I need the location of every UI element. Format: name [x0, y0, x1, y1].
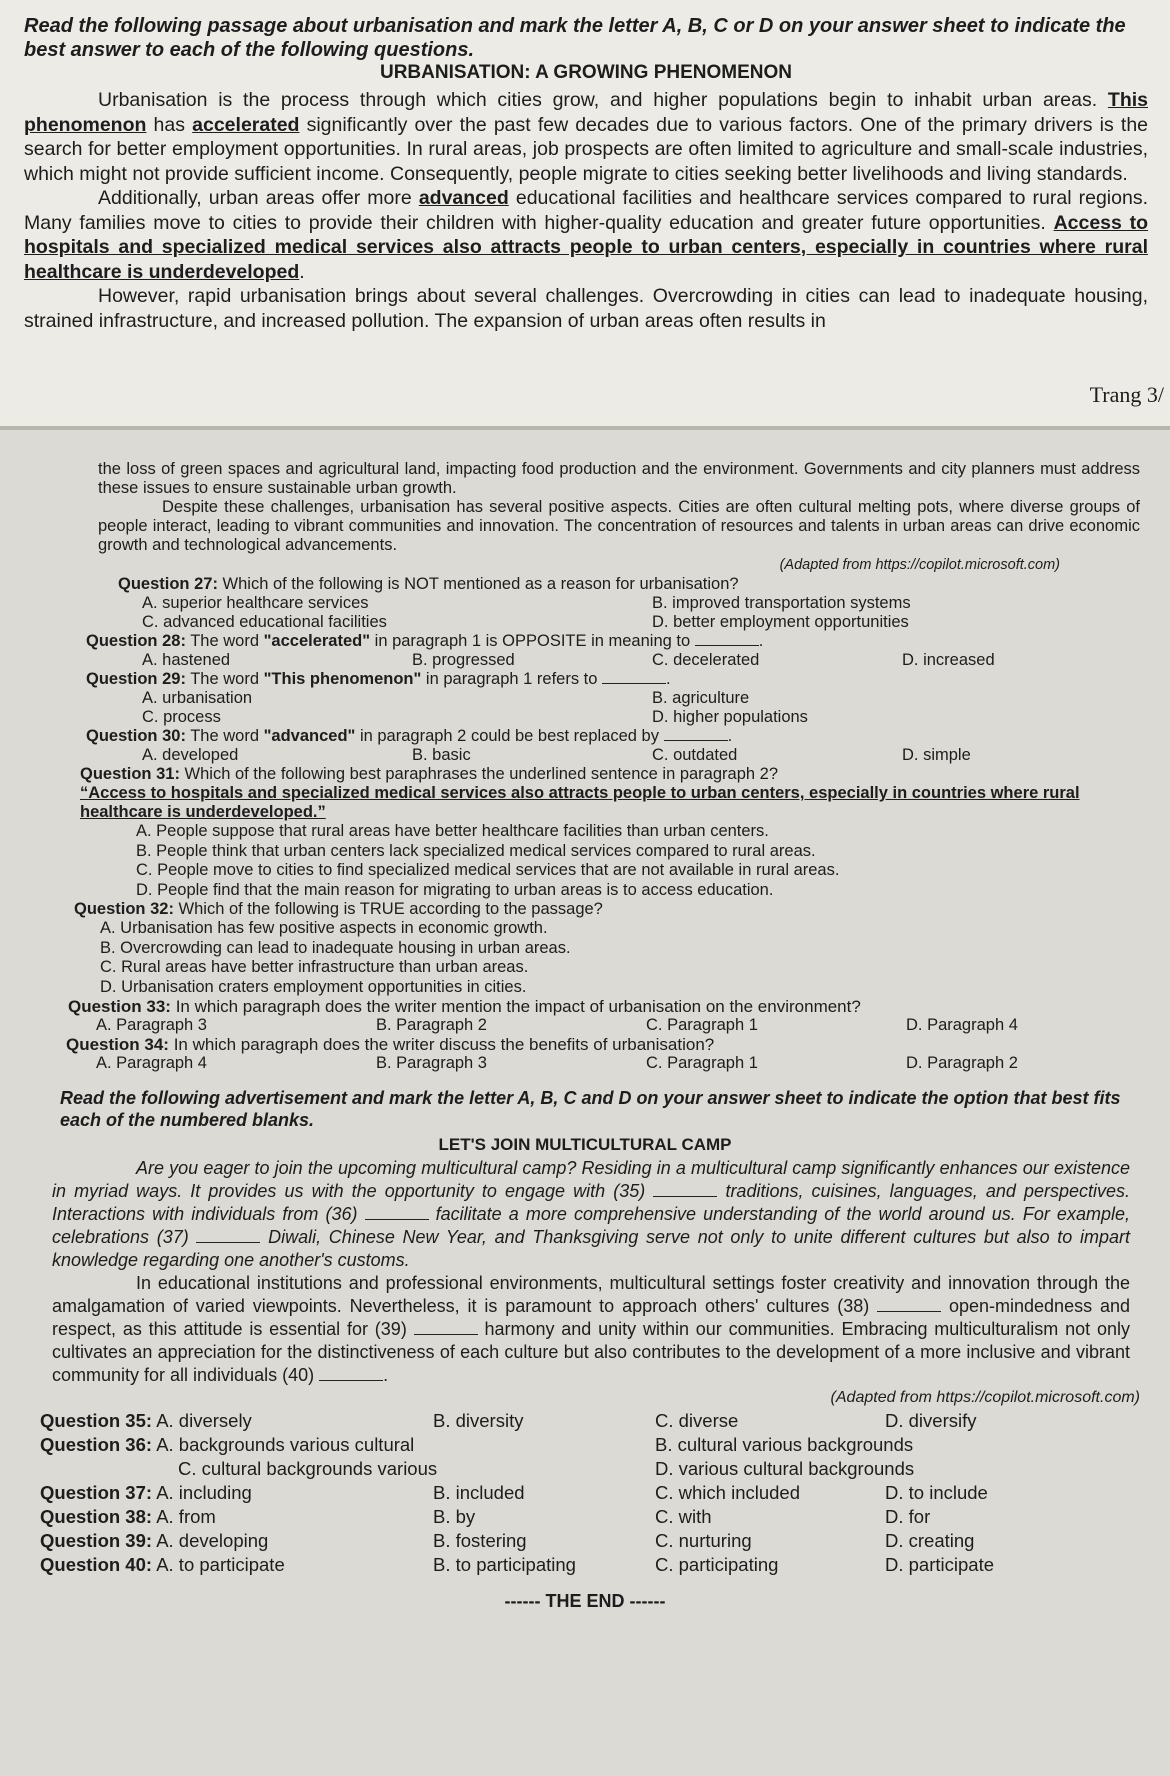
option[interactable]: B. to participating: [433, 1554, 576, 1575]
question-28: Question 28: The word "accelerated" in paragraph 1 is OPPOSITE in meaning to .: [86, 632, 764, 650]
question-33: Question 33: In which paragraph does the writer mention the impact of urbanisation on the environment?: [68, 997, 861, 1016]
page-top: [0, 0, 1170, 430]
option[interactable]: B. included: [433, 1482, 525, 1503]
question-36: Question 36: A. backgrounds various cultural B. cultural various backgrounds: [40, 1433, 1140, 1457]
question-30: Question 30: The word "advanced" in paragraph 2 could be best replaced by .: [86, 727, 733, 745]
option[interactable]: A. urbanisation: [142, 689, 253, 707]
option[interactable]: D. Urbanisation craters employment opportunities in cities.: [100, 977, 527, 996]
paragraph-1: Urbanisation is the process through which cities grow, and higher populations begin to inhabit urban areas. This phenomenon has accelerated significantly over the past few decades due to various factors. One of the primary drivers is the search for better employment opportunities. In rural areas, job prospects are often limited to agriculture and small-scale industries, which might not provide sufficient income. Consequently, people migrate to cities seeking better livelihoods and living standards.: [24, 89, 1149, 185]
option[interactable]: A. hastened: [142, 651, 231, 669]
option[interactable]: B. Overcrowding can lead to inadequate housing in urban areas.: [100, 938, 571, 957]
reading-instruction: Read the following passage about urbanisation and mark the letter A, B, C or D on your answer sheet to indicate the best answer to each of the following questions.: [24, 15, 1126, 61]
option[interactable]: C. participating: [655, 1554, 779, 1575]
option[interactable]: D. diversify: [885, 1410, 977, 1431]
question-29: Question 29: The word "This phenomenon" in paragraph 1 refers to .: [86, 670, 671, 688]
source-2: (Adapted from https://copilot.microsoft.com): [830, 1389, 1140, 1406]
option[interactable]: C. cultural backgrounds various: [178, 1458, 438, 1479]
option[interactable]: A. superior healthcare services: [142, 594, 369, 612]
question-37: Question 37: A. including B. included C. which included D. to include: [40, 1481, 1140, 1505]
option[interactable]: D. participate: [885, 1554, 994, 1575]
option[interactable]: A. backgrounds various cultural: [156, 1434, 415, 1455]
option[interactable]: B. fostering: [433, 1530, 527, 1551]
question-34: Question 34: In which paragraph does the writer discuss the benefits of urbanisation?: [66, 1035, 715, 1054]
option[interactable]: C. nurturing: [655, 1530, 752, 1551]
option[interactable]: C. outdated: [652, 746, 738, 764]
option[interactable]: D. People find that the main reason for migrating to urban areas is to access education.: [136, 880, 774, 899]
advertisement-title: LET'S JOIN MULTICULTURAL CAMP: [438, 1135, 732, 1154]
option[interactable]: B. diversity: [433, 1410, 524, 1431]
options-28: [142, 651, 1140, 670]
option[interactable]: A. developed: [142, 746, 239, 764]
question-35: Question 35: A. diversely B. diversity C. diverse D. diversify: [40, 1409, 1140, 1433]
option[interactable]: B. improved transportation systems: [652, 594, 911, 612]
question-31: Question 31: Which of the following best paraphrases the underlined sentence in paragraph 2?: [80, 765, 778, 783]
option[interactable]: D. for: [885, 1506, 931, 1527]
option[interactable]: C. Paragraph 1: [646, 1054, 758, 1072]
source-1: (Adapted from https://copilot.microsoft.com): [779, 557, 1060, 573]
page-bottom: [0, 430, 1170, 1776]
option[interactable]: D. Paragraph 4: [906, 1016, 1018, 1034]
quoted-sentence: “Access to hospitals and specialized medical services also attracts people to urban centers, especially in countries where rural healthcare is underdeveloped.”: [80, 784, 1080, 821]
option[interactable]: A. developing: [156, 1530, 269, 1551]
options-33: [96, 1016, 1140, 1035]
option[interactable]: C. which included: [655, 1482, 800, 1503]
option[interactable]: B. basic: [412, 746, 471, 764]
question-36-cd: [40, 1457, 1140, 1481]
option[interactable]: B. cultural various backgrounds: [655, 1434, 914, 1455]
option[interactable]: C. Rural areas have better infrastructure than urban areas.: [100, 958, 529, 976]
passage-title: URBANISATION: A GROWING PHENOMENON: [379, 62, 792, 83]
paragraph-2: Additionally, urban areas offer more advanced educational facilities and healthcare services compared to rural regions. Many families move to cities to provide their children with higher-quality education and greater future opportunities. Access to hospitals and specialized medical services also attracts people to urban centers, especially in countries where rural healthcare is underdeveloped.: [24, 187, 1148, 283]
option[interactable]: D. simple: [902, 746, 971, 764]
question-32: Question 32: Which of the following is TRUE according to the passage?: [74, 900, 603, 918]
question-27: Question 27: Which of the following is NOT mentioned as a reason for urbanisation?: [118, 575, 739, 593]
option[interactable]: C. People move to cities to find specialized medical services that are not available in rural areas.: [136, 861, 840, 879]
underlined-accelerated: accelerated: [192, 113, 300, 136]
options-29: [142, 689, 1140, 727]
option[interactable]: C. process: [142, 708, 221, 726]
option[interactable]: C. decelerated: [652, 651, 760, 669]
option[interactable]: D. to include: [885, 1482, 988, 1503]
option[interactable]: B. by: [433, 1506, 476, 1527]
option[interactable]: C. diverse: [655, 1410, 739, 1431]
option[interactable]: D. increased: [902, 651, 995, 669]
paragraph-3-end: the loss of green spaces and agricultural land, impacting food production and the environment. Governments and city planners must address these issues to ensure sustainable urban growth.: [98, 460, 1140, 497]
option[interactable]: C. with: [655, 1506, 712, 1527]
option[interactable]: A. Paragraph 4: [96, 1054, 207, 1072]
option[interactable]: D. creating: [885, 1530, 975, 1551]
option[interactable]: A. Paragraph 3: [96, 1016, 207, 1034]
options-34: [96, 1054, 1140, 1073]
option[interactable]: D. higher populations: [652, 708, 808, 726]
ad-paragraph-2: In educational institutions and professional environments, multicultural settings foster creativity and innovation through the amalgamation of varied viewpoints. Nevertheless, it is paramount to approach others' cultures (38) open-mindedness and respect, as this attitude is essential for (39) harmony and unity within our communities. Embracing multiculturalism not only cultivates an appreciation for the distinctiveness of each culture but also contributes to the development of a more inclusive and vibrant community for all individuals (40) .: [52, 1273, 1130, 1385]
option[interactable]: B. progressed: [412, 651, 515, 669]
underlined-this-phenomenon: This phenomenon: [24, 89, 1148, 136]
paragraph-4: Despite these challenges, urbanisation has several positive aspects. Cities are often cultural melting pots, where diverse groups of people interact, leading to vibrant communities and innovation. The concentration of resources and talents in urban areas can drive economic growth and technological advancements.: [98, 498, 1140, 554]
the-end: ------ THE END ------: [504, 1591, 666, 1611]
option[interactable]: D. various cultural backgrounds: [655, 1458, 915, 1479]
paragraph-3-start: However, rapid urbanisation brings about several challenges. Overcrowding in cities can lead to inadequate housing, strained infrastructure, and increased pollution. The expansion of urban areas often results in: [24, 285, 1148, 332]
question-39: Question 39: A. developing B. fostering C. nurturing D. creating: [40, 1529, 1140, 1553]
page-number: Trang 3/: [1089, 382, 1164, 407]
option[interactable]: A. to participate: [156, 1554, 285, 1575]
option[interactable]: B. Paragraph 3: [376, 1054, 487, 1072]
option[interactable]: B. agriculture: [652, 689, 750, 707]
option[interactable]: D. better employment opportunities: [652, 613, 909, 631]
underlined-sentence: Access to hospitals and specialized medical services also attracts people to urban centers, especially in countries where rural healthcare is underdeveloped: [24, 211, 1148, 283]
advertisement-instruction: Read the following advertisement and mark the letter A, B, C and D on your answer sheet to indicate the option that best fits each of the numbered blanks.: [60, 1088, 1121, 1130]
option[interactable]: A. including: [156, 1482, 252, 1503]
question-38: Question 38: A. from B. by C. with D. for: [40, 1505, 1140, 1529]
options-30: [142, 746, 1140, 765]
option[interactable]: A. from: [156, 1506, 216, 1527]
option[interactable]: A. diversely: [156, 1410, 252, 1431]
option[interactable]: D. Paragraph 2: [906, 1054, 1018, 1072]
options-27: [142, 594, 1140, 632]
option[interactable]: B. People think that urban centers lack specialized medical services compared to rural areas.: [136, 841, 816, 860]
option[interactable]: C. advanced educational facilities: [142, 613, 387, 631]
ad-paragraph-1: Are you eager to join the upcoming multicultural camp? Residing in a multicultural camp significantly enhances our existence in myriad ways. It provides us with the opportunity to engage with (35) traditions, cuisines, languages, and perspectives. Interactions with individuals from (36) facilitate a more comprehensive understanding of the world around us. For example, celebrations (37) Diwali, Chinese New Year, and Thanksgiving serve not only to unite different cultures but also to impart knowledge regarding one another's customs.: [52, 1158, 1130, 1270]
option[interactable]: B. Paragraph 2: [376, 1016, 487, 1034]
option[interactable]: A. People suppose that rural areas have better healthcare facilities than urban centers.: [136, 822, 769, 840]
option[interactable]: C. Paragraph 1: [646, 1016, 758, 1034]
underlined-advanced: advanced: [418, 187, 509, 209]
question-40: Question 40: A. to participate B. to participating C. participating D. participate: [40, 1553, 1140, 1577]
option[interactable]: A. Urbanisation has few positive aspects in economic growth.: [100, 919, 548, 937]
